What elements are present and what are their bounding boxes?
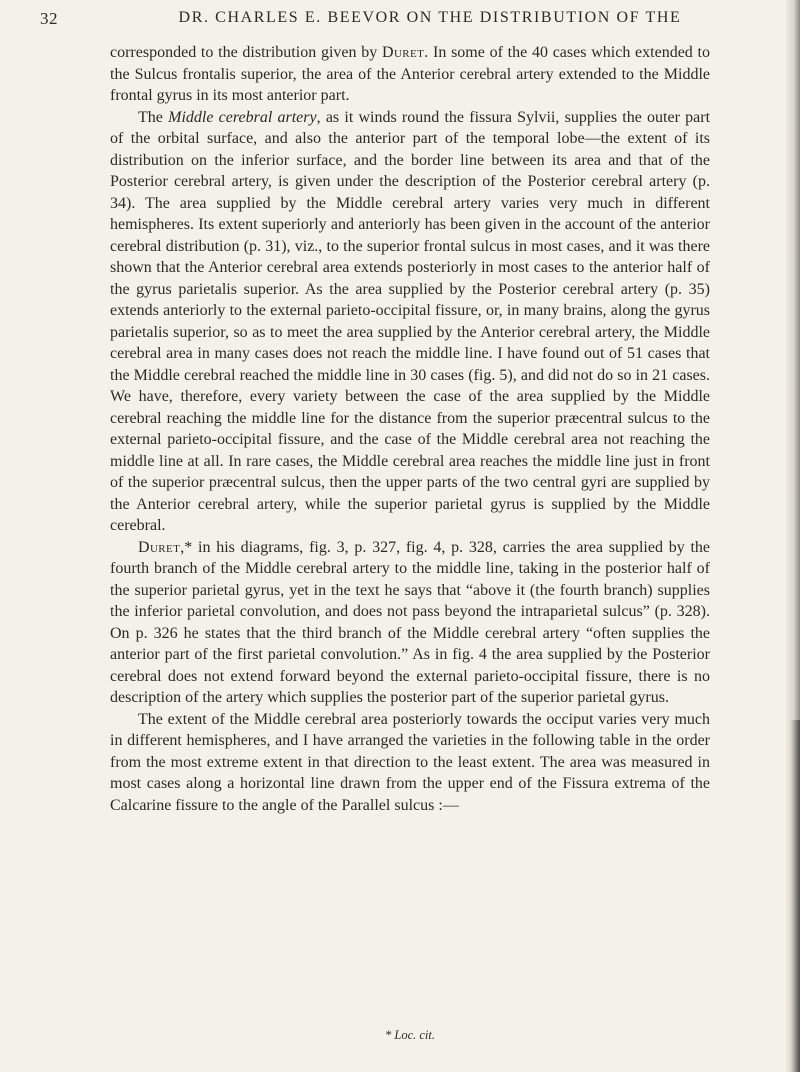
paragraph [110, 107, 710, 537]
paragraph [110, 42, 710, 107]
paragraph [110, 709, 710, 817]
page-header [40, 9, 760, 33]
paragraph-text: ,* in his diagrams, fig. 3, p. 327, fig. 4, p. 328, carries the area supplied by the fourth branch of the Middle cerebral artery to the middle line, taking in the posterior half of the superior parietal gyrus, yet in the text he says that “above it (the fourth branch) supplies the inferior parietal convolution, and does not pass beyond the intraparietal sulcus” (p. 328). On p. 326 he states that the third branch of the Middle cerebral artery “often supplies the anterior part of the first parietal convolution.” As in fig. 4 the area supplied by the Posterior cerebral does not extend forward beyond the external parieto-occipital fissure, there is no description of the artery which supplies the posterior part of the superior parietal gyrus. [110, 538, 710, 706]
body-text [110, 42, 710, 816]
paragraph-text: The extent of the Middle cerebral area posteriorly towards the occiput varies very much in different hemispheres, and I have arranged the varieties in the following table in the order from the most extreme extent in that direction to the least extent. The area was measured in most cases along a horizontal line drawn from the upper end of the Fissura extrema of the Calcarine fissure to the angle of the Parallel sulcus :— [110, 710, 710, 814]
italic-term: Middle cerebral artery [168, 108, 317, 126]
paragraph-text: , as it winds round the fissura Sylvii, supplies the outer part of the orbital surface, and also the anterior part of the temporal lobe—the extent of its distribution on the inferior surface, and the border line between its area and that of the Posterior cerebral artery, is given under the description of the Posterior cerebral artery (p. 34). The area supplied by the Middle cerebral artery varies very much in different hemispheres. Its extent superiorly and anteriorly has been given in the account of the anterior cerebral distribution (p. 31), viz., to the superior frontal sulcus in most cases, and it was there shown that the Anterior cerebral area extends posteriorly in most cases to the anterior half of the gyrus parietalis superior. As the area supplied by the Posterior cerebral artery (p. 35) extends anteriorly to the external parieto-occipital fissure, or, in many brains, along the gyrus parietalis superior, so as to meet the area supplied by the Anterior cerebral artery, the Middle cerebral area in many cases does not reach the middle line. I have found out of 51 cases that the Middle cerebral reached the middle line in 30 cases (fig. 5), and did not do so in 21 cases. We have, therefore, every variety between the case of the area supplied by the Middle cerebral reaching the middle line for the distance from the superior præcentral sulcus to the external parieto-occipital fissure, and the case of the Middle cerebral area not reaching the middle line at all. In rare cases, the Middle cerebral area reaches the middle line just in front of the superior præcentral sulcus, then the upper parts of the two central gyri are supplied by the Anterior cerebral artery, while the superior parietal gyrus is supplied by the Middle cerebral. [110, 108, 711, 534]
running-head: DR. CHARLES E. BEEVOR ON THE DISTRIBUTION OF THE [178, 9, 682, 26]
paragraph-text: The [138, 108, 169, 126]
page-number: 32 [40, 9, 58, 28]
paragraph-text: corresponded to the distribution given by [110, 44, 382, 61]
footnote: * Loc. cit. [385, 1028, 435, 1042]
author-name: Duret [381, 44, 425, 61]
paragraph-text: . In some of the 40 cases which extended to the Sulcus frontalis superior, the area of the Anterior cerebral artery extended to the Middle frontal gyrus in its most anterior part. [110, 44, 711, 104]
author-name: Duret [138, 538, 181, 556]
paragraph [110, 537, 710, 709]
page-edge-mark [790, 720, 800, 1072]
